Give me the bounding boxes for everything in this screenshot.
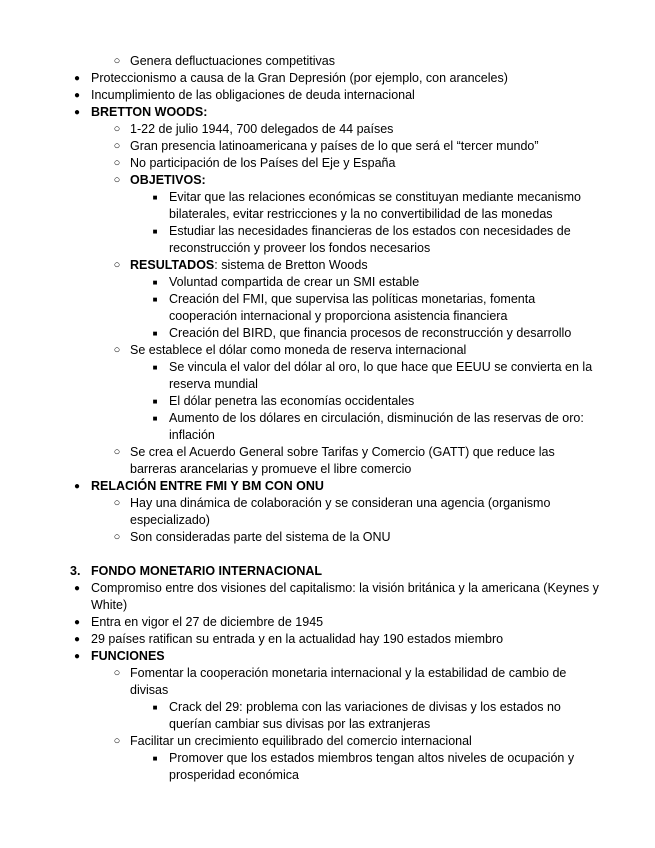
list-item [0, 257, 655, 274]
bullet-square: ■ [152, 363, 158, 372]
list-item-text: Incumplimiento de las obligaciones de deuda internacional [91, 88, 415, 102]
bullet-dot: ● [73, 651, 81, 662]
list-item [0, 631, 655, 648]
list-item [0, 648, 655, 665]
list-item [0, 189, 655, 223]
bullet-circle: ○ [113, 344, 121, 356]
bullet-dot: ● [73, 583, 81, 594]
list-item-text: 1-22 de julio 1944, 700 delegados de 44 países [130, 122, 394, 136]
list-item-text: Crack del 29: problema con las variaciones de divisas y los estados no querían cambiar sus divisas por las extranjeras [169, 700, 561, 731]
list-item [0, 87, 655, 104]
list-item [0, 104, 655, 121]
list-item-text: Voluntad compartida de crear un SMI estable [169, 275, 420, 289]
list-item-text: Creación del BIRD, que financia procesos de reconstrucción y desarrollo [169, 326, 572, 340]
list-item [0, 53, 655, 70]
list-item [0, 393, 655, 410]
bullet-dot: ● [73, 634, 81, 645]
list-item [0, 478, 655, 495]
list-item-text: Hay una dinámica de colaboración y se consideran una agencia (organismo especializado) [130, 496, 551, 527]
list-item-text: No participación de los Países del Eje y España [130, 156, 396, 170]
bullet-square: ■ [152, 703, 158, 712]
list-item [0, 138, 655, 155]
resultados-text: : sistema de Bretton Woods [214, 258, 368, 272]
bullet-circle: ○ [113, 497, 121, 509]
list-item-text: Proteccionismo a causa de la Gran Depresión (por ejemplo, con aranceles) [91, 71, 508, 85]
list-item [0, 444, 655, 478]
bullet-square: ■ [152, 397, 158, 406]
bullet-circle: ○ [113, 157, 121, 169]
section-heading [0, 563, 655, 580]
list-item-text: Compromiso entre dos visiones del capitalismo: la visión británica y la americana (Keynes y White) [91, 581, 599, 612]
section-label-relacion: RELACIÓN ENTRE FMI Y BM CON ONU [91, 479, 324, 493]
list-item [0, 665, 655, 699]
list-item [0, 580, 655, 614]
list-item-text [130, 257, 595, 274]
list-item-text: Gran presencia latinoamericana y países de lo que será el “tercer mundo” [130, 139, 539, 153]
sublabel-resultados: RESULTADOS [130, 258, 215, 272]
bullet-dot: ● [73, 73, 81, 84]
bullet-dot: ● [73, 90, 81, 101]
list-item [0, 172, 655, 189]
list-item [0, 614, 655, 631]
list-item [0, 529, 655, 546]
list-item-text: Fomentar la cooperación monetaria internacional y la estabilidad de cambio de divisas [130, 666, 567, 697]
bullet-circle: ○ [113, 667, 121, 679]
bullet-circle: ○ [113, 55, 121, 67]
list-item [0, 359, 655, 393]
list-item-text: Estudiar las necesidades financieras de los estados con necesidades de reconstrucción y proveer los fondos necesarios [169, 224, 571, 255]
section-title: FONDO MONETARIO INTERNACIONAL [91, 564, 323, 578]
sublabel-objetivos: OBJETIVOS: [130, 173, 206, 187]
document-page [0, 53, 655, 784]
list-item [0, 410, 655, 444]
bullet-circle: ○ [113, 531, 121, 543]
list-item-text: 29 países ratifican su entrada y en la actualidad hay 190 estados miembro [91, 632, 504, 646]
bullet-square: ■ [152, 227, 158, 236]
list-item [0, 274, 655, 291]
list-item [0, 342, 655, 359]
bullet-circle: ○ [113, 123, 121, 135]
bullet-square: ■ [152, 295, 158, 304]
section-label-bretton-woods: BRETTON WOODS: [91, 105, 208, 119]
bullet-circle: ○ [113, 735, 121, 747]
list-item-text: Se establece el dólar como moneda de reserva internacional [130, 343, 467, 357]
list-item [0, 750, 655, 784]
list-item [0, 495, 655, 529]
blank-line [0, 546, 655, 563]
list-item [0, 121, 655, 138]
list-item [0, 70, 655, 87]
list-item-text: Evitar que las relaciones económicas se constituyan mediante mecanismo bilaterales, evitar restricciones y la no convertibilidad de las monedas [169, 190, 582, 221]
list-item [0, 291, 655, 325]
bullet-circle: ○ [113, 140, 121, 152]
list-item [0, 325, 655, 342]
list-item-text: Promover que los estados miembros tengan altos niveles de ocupación y prosperidad económica [169, 751, 575, 782]
list-item-text: Son consideradas parte del sistema de la ONU [130, 530, 391, 544]
list-item [0, 155, 655, 172]
bullet-circle: ○ [113, 446, 121, 458]
bullet-dot: ● [73, 617, 81, 628]
bullet-square: ■ [152, 754, 158, 763]
list-item-text: Entra en vigor el 27 de diciembre de 1945 [91, 615, 324, 629]
list-item-text: El dólar penetra las economías occidentales [169, 394, 415, 408]
bullet-circle: ○ [113, 174, 121, 186]
list-item-text: Creación del FMI, que supervisa las políticas monetarias, fomenta cooperación internacional y proporciona asistencia financiera [169, 292, 536, 323]
bullet-dot: ● [73, 107, 81, 118]
list-item [0, 733, 655, 750]
list-item-text: Se vincula el valor del dólar al oro, lo que hace que EEUU se convierta en la reserva mundial [169, 360, 593, 391]
list-item [0, 699, 655, 733]
bullet-square: ■ [152, 414, 158, 423]
bullet-square: ■ [152, 193, 158, 202]
bullet-dot: ● [73, 481, 81, 492]
bullet-square: ■ [152, 329, 158, 338]
list-item-text: Facilitar un crecimiento equilibrado del comercio internacional [130, 734, 472, 748]
list-item [0, 223, 655, 257]
section-label-funciones: FUNCIONES [91, 649, 165, 663]
section-number: 3. [70, 564, 81, 578]
list-item-text: Se crea el Acuerdo General sobre Tarifas y Comercio (GATT) que reduce las barreras arancelarias y promueve el libre comercio [130, 445, 555, 476]
bullet-square: ■ [152, 278, 158, 287]
list-item-text: Genera defluctuaciones competitivas [130, 54, 335, 68]
list-item-text: Aumento de los dólares en circulación, disminución de las reservas de oro: inflación [169, 411, 584, 442]
bullet-circle: ○ [113, 259, 121, 271]
